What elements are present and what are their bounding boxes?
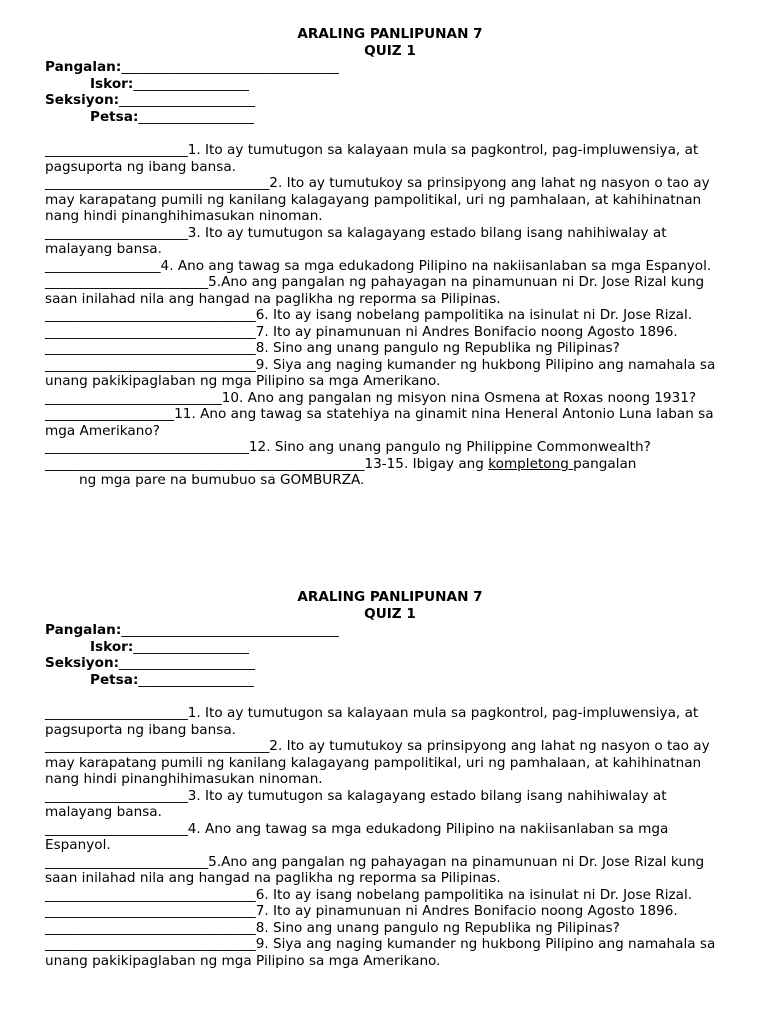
answer-blank[interactable]: _____________________ xyxy=(45,224,188,241)
answer-blank[interactable]: ___________________ xyxy=(45,406,175,423)
question-item-7 xyxy=(45,324,735,341)
answer-blank[interactable]: _______________________________ xyxy=(45,323,256,340)
date-blank[interactable]: _________________ xyxy=(138,671,254,688)
question-text: 9. Siya ang naging kumander ng hukbong Pilipino ang namahala sa unang pakikipaglaban ng mga Pilipino sa mga Amerikano. xyxy=(45,356,716,390)
quiz-subtitle: QUIZ 1 xyxy=(364,605,416,622)
quiz-sheet-1 xyxy=(45,26,735,489)
name-label: Pangalan: xyxy=(45,59,122,76)
question-text: 3. Ito ay tumutugon sa kalagayang estado bilang isang nahihiwalay at malayang bansa. xyxy=(45,224,667,258)
question-item-9 xyxy=(45,936,735,969)
question-text: 1. Ito ay tumutugon sa kalayaan mula sa pagkontrol, pag-impluwensiya, at pagsuporta ng ibang bansa. xyxy=(45,705,699,738)
question-item-7 xyxy=(45,903,735,920)
answer-blank[interactable]: ________________________ xyxy=(45,274,209,291)
name-label: Pangalan: xyxy=(45,622,122,639)
question-item-6 xyxy=(45,307,735,324)
question-item-3 xyxy=(45,788,735,821)
answer-blank[interactable]: _________________________________ xyxy=(45,175,270,192)
question-text: 2. Ito ay tumutukoy sa prinsipyong ang lahat ng nasyon o tao ay may karapatang pumili ng kanilang kalagayang pampolitikal, uri ng pamhalaan, at kahihinatnan nang hindi pinanghihimasukan ninoman. xyxy=(45,738,710,788)
question-item-2 xyxy=(45,175,735,225)
date-field[interactable] xyxy=(45,109,735,126)
section-field[interactable] xyxy=(45,655,735,672)
question-text: 13-15. Ibigay ang xyxy=(364,455,489,472)
question-text: 5.Ano ang pangalan ng pahayagan na pinamunuan ni Dr. Jose Rizal kung saan inilahad nila ang hangad na paglikha ng reporma sa Pilipinas. xyxy=(45,274,705,307)
score-label: Iskor: xyxy=(90,638,134,655)
question-item-8 xyxy=(45,340,735,357)
question-item-11 xyxy=(45,406,735,439)
spacer xyxy=(45,126,735,143)
question-item-4 xyxy=(45,258,735,275)
date-label: Petsa: xyxy=(90,108,139,125)
date-field[interactable] xyxy=(45,672,735,689)
question-text: 8. Sino ang unang pangulo ng Republika ng Pilipinas? xyxy=(255,340,620,357)
date-label: Petsa: xyxy=(90,671,139,688)
question-item-4 xyxy=(45,821,735,854)
section-blank[interactable]: ____________________ xyxy=(119,92,256,109)
question-item-1 xyxy=(45,705,735,738)
answer-blank[interactable]: _______________________________________________ xyxy=(45,455,365,472)
answer-blank[interactable]: _______________________________ xyxy=(45,307,256,324)
question-text: 9. Siya ang naging kumander ng hukbong Pilipino ang namahala sa unang pakikipaglaban ng mga Pilipino sa mga Amerikano. xyxy=(45,936,716,969)
question-item-10 xyxy=(45,390,735,407)
answer-blank[interactable]: _______________________________ xyxy=(45,886,256,903)
question-text: 1. Ito ay tumutugon sa kalayaan mula sa pagkontrol, pag-impluwensiya, at pagsuporta ng ibang bansa. xyxy=(45,142,699,175)
question-text: 3. Ito ay tumutugon sa kalagayang estado bilang isang nahihiwalay at malayang bansa. xyxy=(45,787,667,821)
question-text: 7. Ito ay pinamunuan ni Andres Bonifacio noong Agosto 1896. xyxy=(255,903,678,920)
question-text: 5.Ano ang pangalan ng pahayagan na pinamunuan ni Dr. Jose Rizal kung saan inilahad nila ang hangad na paglikha ng reporma sa Pilipinas. xyxy=(45,853,705,887)
question-text: 12. Sino ang unang pangulo ng Philippine Commonwealth? xyxy=(248,439,651,456)
underlined-word: kompletong xyxy=(488,455,574,472)
question-item-6 xyxy=(45,887,735,904)
answer-blank[interactable]: _____________________ xyxy=(45,142,188,159)
question-text: 11. Ano ang tawag sa statehiya na ginamit nina Heneral Antonio Luna laban sa mga Amerikano? xyxy=(45,406,714,439)
answer-blank[interactable]: _______________________________ xyxy=(45,903,256,920)
question-item-9 xyxy=(45,357,735,390)
question-text: 7. Ito ay pinamunuan ni Andres Bonifacio noong Agosto 1896. xyxy=(255,323,678,340)
question-text: 8. Sino ang unang pangulo ng Republika ng Pilipinas? xyxy=(255,919,620,936)
question-item-8 xyxy=(45,920,735,937)
answer-blank[interactable]: _______________________________ xyxy=(45,340,256,357)
answer-blank[interactable]: ________________________ xyxy=(45,853,209,870)
section-label: Seksiyon: xyxy=(45,655,120,672)
score-field[interactable] xyxy=(45,639,735,656)
quiz-subtitle: QUIZ 1 xyxy=(364,42,416,59)
answer-blank[interactable]: _______________________________ xyxy=(45,919,256,936)
answer-blank[interactable]: ______________________________ xyxy=(45,439,249,456)
question-text: 4. Ano ang tawag sa mga edukadong Pilipino na nakiisanlaban sa mga Espanyol. xyxy=(45,820,669,854)
question-item-3 xyxy=(45,225,735,258)
question-item-5 xyxy=(45,854,735,887)
name-blank[interactable]: ________________________________ xyxy=(121,622,339,639)
quiz-title: ARALING PANLIPUNAN 7 xyxy=(297,589,483,605)
answer-blank[interactable]: _______________________________ xyxy=(45,936,256,953)
section-label: Seksiyon: xyxy=(45,92,120,109)
question-text: 2. Ito ay tumutukoy sa prinsipyong ang lahat ng nasyon o tao ay may karapatang pumili ng kanilang kalagayang pampolitikal, uri ng pamhalaan, at kahihinatnan nang hindi pinanghihimasukan ninoman. xyxy=(45,175,710,225)
quiz-sheet-2 xyxy=(45,589,735,969)
answer-blank[interactable]: _____________________ xyxy=(45,787,188,804)
section-blank[interactable]: ____________________ xyxy=(119,655,256,672)
question-item-2 xyxy=(45,738,735,788)
date-blank[interactable]: _________________ xyxy=(138,108,254,125)
score-blank[interactable]: _________________ xyxy=(133,638,249,655)
question-text: 4. Ano ang tawag sa mga edukadong Pilipino na nakiisanlaban sa mga Espanyol. xyxy=(160,257,712,274)
score-field[interactable] xyxy=(45,76,735,93)
question-text: 10. Ano ang pangalan ng misyon nina Osmena at Roxas noong 1931? xyxy=(221,389,697,406)
answer-blank[interactable]: __________________________ xyxy=(45,389,222,406)
question-item-1 xyxy=(45,142,735,175)
name-blank[interactable]: ________________________________ xyxy=(121,59,339,76)
answer-blank[interactable]: _____________________ xyxy=(45,705,188,722)
section-field[interactable] xyxy=(45,92,735,109)
answer-blank[interactable]: _________________________________ xyxy=(45,738,270,755)
answer-blank[interactable]: _________________ xyxy=(45,257,161,274)
quiz-title: ARALING PANLIPUNAN 7 xyxy=(297,26,483,42)
score-blank[interactable]: _________________ xyxy=(133,75,249,92)
spacer xyxy=(45,689,735,706)
question-text: 6. Ito ay isang nobelang pampolitika na isinulat ni Dr. Jose Rizal. xyxy=(255,307,693,324)
question-item-13-15 xyxy=(45,456,735,473)
question-item-12 xyxy=(45,439,735,456)
answer-blank[interactable]: _____________________ xyxy=(45,820,188,837)
question-text: pangalan xyxy=(573,455,637,472)
question-continuation: ng mga pare na bumubuo sa GOMBURZA. xyxy=(79,472,365,489)
score-label: Iskor: xyxy=(90,75,134,92)
name-field[interactable] xyxy=(45,622,735,639)
name-field[interactable] xyxy=(45,59,735,76)
question-text: 6. Ito ay isang nobelang pampolitika na isinulat ni Dr. Jose Rizal. xyxy=(255,886,693,903)
question-item-5 xyxy=(45,274,735,307)
answer-blank[interactable]: _______________________________ xyxy=(45,356,256,373)
